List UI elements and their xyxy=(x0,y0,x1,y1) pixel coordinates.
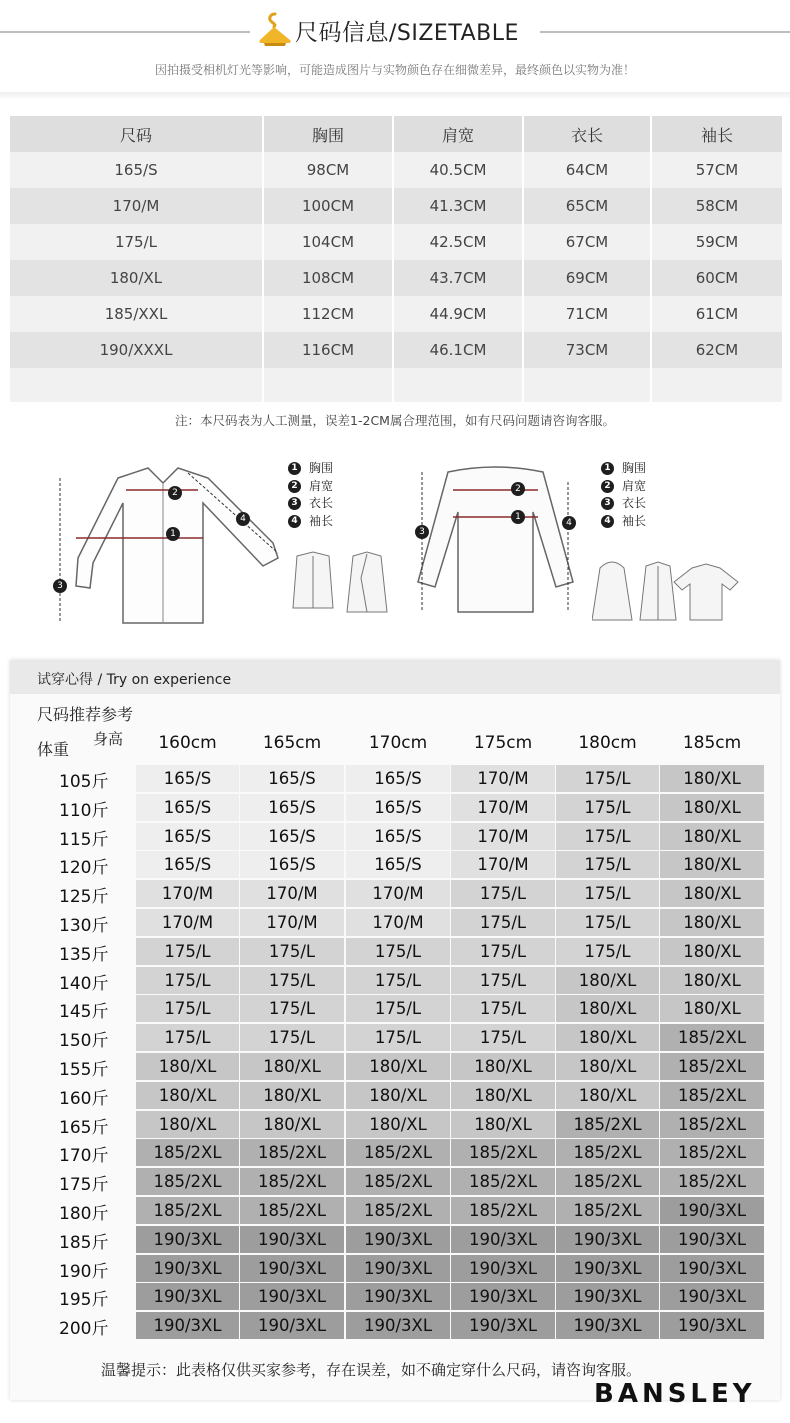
legend-num: 3 xyxy=(601,497,614,510)
legend-label: 衣长 xyxy=(309,496,334,510)
size-recommend-cell: 180/XL xyxy=(346,1082,450,1109)
size-recommend-cell: 175/L xyxy=(240,1024,344,1051)
size-table-row xyxy=(10,224,782,260)
legend-num: 1 xyxy=(601,462,614,475)
size-recommend-cell: 165/S xyxy=(136,851,239,878)
size-recommend-cell: 175/L xyxy=(346,938,450,965)
height-column-header: 170cm xyxy=(368,733,428,753)
size-recommend-cell: 180/XL xyxy=(660,794,764,821)
size-recommend-cell: 180/XL xyxy=(240,1082,344,1109)
size-recommend-cell: 180/XL xyxy=(660,995,764,1022)
legend-item xyxy=(288,478,333,496)
weight-row-label: 155斤 xyxy=(59,1060,109,1080)
size-table-cell: 71CM xyxy=(524,296,652,332)
weight-row-label: 135斤 xyxy=(59,944,109,965)
size-table-cell: 67CM xyxy=(524,224,652,260)
size-recommend-cell: 165/S xyxy=(346,765,450,792)
size-table-row xyxy=(10,296,782,332)
size-recommend-cell: 175/L xyxy=(451,967,555,994)
size-table-header: 衣长 xyxy=(524,116,652,152)
size-recommend-cell: 180/XL xyxy=(346,1053,450,1080)
badge-1b: 1 xyxy=(511,510,525,524)
legend-label: 袖长 xyxy=(622,513,647,528)
legend-num: 2 xyxy=(288,480,301,493)
legend-item xyxy=(288,495,333,513)
size-recommend-cell: 185/2XL xyxy=(556,1197,659,1224)
size-recommend-cell: 180/XL xyxy=(451,1111,555,1138)
weight-row-label: 160斤 xyxy=(59,1088,109,1109)
header-title-cn: 尺码信息 xyxy=(295,20,389,46)
size-recommend-cell: 190/3XL xyxy=(240,1283,344,1310)
footer-tip: 温馨提示：此表格仅供买家参考，存在误差，如不确定穿什么尺码，请咨询客服。 xyxy=(101,1361,642,1379)
weight-row-label: 125斤 xyxy=(59,887,109,908)
size-recommend-cell: 180/XL xyxy=(556,1082,659,1109)
size-recommend-cell: 180/XL xyxy=(136,1111,239,1138)
size-recommend-cell: 185/2XL xyxy=(660,1111,764,1138)
size-recommend-cell: 175/L xyxy=(451,1024,555,1051)
size-recommend-cell: 190/3XL xyxy=(346,1283,450,1310)
size-table-cell: 44.9CM xyxy=(394,296,524,332)
size-recommend-cell: 190/3XL xyxy=(346,1312,450,1339)
knitwear-thumbnails-icon xyxy=(592,556,742,628)
size-recommend-cell: 180/XL xyxy=(136,1053,239,1080)
size-table-cell: 60CM xyxy=(652,260,782,296)
header-subtitle: 因拍摄受相机灯光等影响，可能造成图片与实物颜色存在细微差异，最终颜色以实物为准！ xyxy=(154,63,635,77)
size-table-cell xyxy=(394,368,524,402)
size-recommend-cell: 190/3XL xyxy=(346,1226,450,1253)
badge-4: 4 xyxy=(236,512,250,526)
size-recommend-cell: 175/L xyxy=(556,794,659,821)
size-recommend-cell: 175/L xyxy=(556,765,659,792)
size-recommend-cell: 165/S xyxy=(346,851,450,878)
size-recommend-cell: 185/2XL xyxy=(240,1139,344,1166)
size-recommend-cell: 165/S xyxy=(240,794,344,821)
weight-row-label: 195斤 xyxy=(59,1290,109,1311)
size-table-cell: 116CM xyxy=(264,332,394,368)
header-rule-right xyxy=(540,31,790,33)
size-table-cell: 41.3CM xyxy=(394,188,524,224)
badge-2: 2 xyxy=(168,486,182,500)
size-recommend-cell: 190/3XL xyxy=(556,1255,659,1282)
size-recommend-cell: 185/2XL xyxy=(556,1111,659,1138)
size-table-cell: 108CM xyxy=(264,260,394,296)
size-table-cell xyxy=(10,368,264,402)
size-recommend-cell: 170/M xyxy=(136,880,239,907)
shirt-diagram xyxy=(48,458,298,633)
legend-left xyxy=(288,460,333,530)
size-recommend-cell: 175/L xyxy=(556,823,659,850)
size-table-cell: 185/XXL xyxy=(10,296,264,332)
weight-row-label: 185斤 xyxy=(59,1232,109,1253)
size-recommend-cell: 165/S xyxy=(346,794,450,821)
header-title xyxy=(295,14,519,47)
size-recommend-cell: 190/3XL xyxy=(136,1255,239,1282)
size-recommend-cell: 190/3XL xyxy=(346,1255,450,1282)
size-recommend-cell: 185/2XL xyxy=(451,1197,555,1224)
size-recommend-cell: 175/L xyxy=(346,995,450,1022)
size-table-cell: 62CM xyxy=(652,332,782,368)
size-recommend-cell: 180/XL xyxy=(240,1053,344,1080)
size-table-cell xyxy=(524,368,652,402)
brand-logo: BANSLEY xyxy=(594,1379,756,1409)
size-recommend-cell: 170/M xyxy=(240,909,344,936)
size-table-cell: 61CM xyxy=(652,296,782,332)
size-recommend-cell: 175/L xyxy=(556,909,659,936)
badge-3: 3 xyxy=(53,579,67,593)
size-recommend-cell: 190/3XL xyxy=(660,1226,764,1253)
weight-row-label: 105斤 xyxy=(59,772,109,792)
size-recommend-cell: 190/3XL xyxy=(136,1283,239,1310)
size-recommend-cell: 185/2XL xyxy=(136,1168,239,1195)
weight-row-label: 190斤 xyxy=(59,1261,109,1282)
weight-row-label: 140斤 xyxy=(59,973,109,994)
size-recommend-cell: 170/M xyxy=(240,880,344,907)
size-table-cell: 180/XL xyxy=(10,260,264,296)
size-recommend-cell: 190/3XL xyxy=(556,1283,659,1310)
size-recommend-cell: 175/L xyxy=(240,967,344,994)
size-recommend-cell: 185/2XL xyxy=(660,1053,764,1080)
size-table-cell xyxy=(264,368,394,402)
size-recommend-cell: 180/XL xyxy=(660,967,764,994)
legend-num: 1 xyxy=(288,462,301,475)
size-recommend-cell: 185/2XL xyxy=(451,1168,555,1195)
weight-row-label: 150斤 xyxy=(59,1031,109,1052)
size-recommend-cell: 185/2XL xyxy=(346,1168,450,1195)
size-recommend-cell: 190/3XL xyxy=(136,1226,239,1253)
badge-3b: 3 xyxy=(415,525,429,539)
weight-row-label: 200斤 xyxy=(59,1319,109,1340)
size-table-cell xyxy=(652,368,782,402)
size-table-cell: 170/M xyxy=(10,188,264,224)
size-table-cell: 100CM xyxy=(264,188,394,224)
legend-num: 2 xyxy=(601,480,614,493)
size-table-cell: 64CM xyxy=(524,152,652,188)
size-recommend-cell: 190/3XL xyxy=(136,1312,239,1339)
legend-label: 胸围 xyxy=(309,461,334,475)
section-divider xyxy=(0,92,790,98)
size-recommend-cell: 190/3XL xyxy=(240,1226,344,1253)
size-recommend-cell: 180/XL xyxy=(451,1082,555,1109)
legend-label: 肩宽 xyxy=(309,478,334,493)
size-recommend-cell: 175/L xyxy=(240,938,344,965)
size-recommend-cell: 190/3XL xyxy=(556,1312,659,1339)
size-recommend-cell: 180/XL xyxy=(556,1053,659,1080)
size-table-cell: 98CM xyxy=(264,152,394,188)
size-recommend-cell: 190/3XL xyxy=(451,1255,555,1282)
size-recommend-cell: 165/S xyxy=(240,823,344,850)
size-recommend-cell: 185/2XL xyxy=(346,1139,450,1166)
size-table-header: 尺码 xyxy=(10,116,264,152)
legend-item xyxy=(288,460,333,478)
size-table-header: 肩宽 xyxy=(394,116,524,152)
size-recommend-cell: 190/3XL xyxy=(660,1197,764,1224)
size-recommend-cell: 185/2XL xyxy=(136,1197,239,1224)
size-recommend-cell: 190/3XL xyxy=(556,1226,659,1253)
size-table-cell: 69CM xyxy=(524,260,652,296)
size-recommend-cell: 180/XL xyxy=(660,880,764,907)
size-recommend-cell: 175/L xyxy=(556,880,659,907)
legend-label: 胸围 xyxy=(622,461,647,475)
legend-item xyxy=(601,495,646,513)
weight-row-label: 165斤 xyxy=(59,1117,109,1138)
size-recommend-cell: 175/L xyxy=(346,1024,450,1051)
size-recommend-cell: 190/3XL xyxy=(240,1255,344,1282)
size-recommend-cell: 175/L xyxy=(451,938,555,965)
size-recommend-cell: 190/3XL xyxy=(451,1283,555,1310)
size-recommend-cell: 185/2XL xyxy=(660,1082,764,1109)
legend-label: 袖长 xyxy=(309,513,334,528)
jacket-thumbnails-icon xyxy=(283,548,393,620)
size-recommend-cell: 190/3XL xyxy=(451,1312,555,1339)
weight-row-label: 170斤 xyxy=(59,1146,109,1167)
size-recommend-cell: 180/XL xyxy=(556,995,659,1022)
legend-num: 4 xyxy=(288,515,301,528)
size-recommend-cell: 190/3XL xyxy=(660,1255,764,1282)
size-table-cell: 190/XXXL xyxy=(10,332,264,368)
size-recommend-cell: 180/XL xyxy=(660,765,764,792)
size-table-row xyxy=(10,152,782,188)
weight-row-label: 145斤 xyxy=(59,1002,109,1023)
legend-right xyxy=(601,460,646,530)
size-table-blank-row xyxy=(10,368,782,402)
height-column-header: 185cm xyxy=(682,733,742,753)
size-table-cell: 112CM xyxy=(264,296,394,332)
header-title-en: /SIZETABLE xyxy=(389,21,519,46)
size-recommend-cell: 180/XL xyxy=(451,1053,555,1080)
size-recommend-cell: 185/2XL xyxy=(240,1197,344,1224)
size-recommend-cell: 185/2XL xyxy=(346,1197,450,1224)
size-recommend-cell: 170/M xyxy=(346,909,450,936)
legend-item xyxy=(601,478,646,496)
size-recommend-cell: 185/2XL xyxy=(136,1139,239,1166)
size-table-cell: 42.5CM xyxy=(394,224,524,260)
size-table-cell: 58CM xyxy=(652,188,782,224)
header-rule-left xyxy=(0,31,250,33)
size-table-cell: 175/L xyxy=(10,224,264,260)
weight-row-label: 110斤 xyxy=(59,800,109,821)
height-column-header: 165cm xyxy=(262,733,322,753)
height-column-header: 180cm xyxy=(578,733,637,753)
size-recommend-cell: 170/M xyxy=(451,823,555,850)
size-recommend-cell: 180/XL xyxy=(660,909,764,936)
weight-row-label: 180斤 xyxy=(59,1204,109,1224)
size-table xyxy=(10,116,782,402)
size-recommend-cell: 190/3XL xyxy=(660,1283,764,1310)
size-table-cell: 57CM xyxy=(652,152,782,188)
size-recommend-cell: 175/L xyxy=(136,967,239,994)
size-recommend-cell: 165/S xyxy=(346,823,450,850)
size-recommend-cell: 175/L xyxy=(240,995,344,1022)
size-recommend-cell: 165/S xyxy=(240,851,344,878)
size-recommend-cell: 185/2XL xyxy=(556,1139,659,1166)
weight-row-label: 175斤 xyxy=(59,1175,109,1196)
sweater-diagram xyxy=(408,462,583,622)
size-table-cell: 59CM xyxy=(652,224,782,260)
height-axis-label: 身高 xyxy=(93,730,124,748)
size-recommend-cell: 180/XL xyxy=(136,1082,239,1109)
size-table-cell: 73CM xyxy=(524,332,652,368)
size-recommend-cell: 175/L xyxy=(556,851,659,878)
size-table-cell: 104CM xyxy=(264,224,394,260)
size-recommend-cell: 185/2XL xyxy=(660,1139,764,1166)
weight-row-label: 115斤 xyxy=(59,829,109,850)
size-recommend-cell: 180/XL xyxy=(660,938,764,965)
badge-4b: 4 xyxy=(562,516,576,530)
size-recommend-cell: 165/S xyxy=(136,794,239,821)
size-table-cell: 43.7CM xyxy=(394,260,524,296)
size-recommend-cell: 170/M xyxy=(451,851,555,878)
size-recommend-cell: 175/L xyxy=(556,938,659,965)
size-recommend-cell: 180/XL xyxy=(240,1111,344,1138)
size-recommend-cell: 175/L xyxy=(136,938,239,965)
size-recommend-cell: 180/XL xyxy=(660,823,764,850)
size-recommend-cell: 170/M xyxy=(451,765,555,792)
size-table-cell: 165/S xyxy=(10,152,264,188)
size-recommend-cell: 190/3XL xyxy=(660,1312,764,1339)
weight-row-label: 130斤 xyxy=(59,916,109,936)
size-table-cell: 65CM xyxy=(524,188,652,224)
gold-hanger-icon xyxy=(258,10,292,48)
legend-label: 肩宽 xyxy=(622,478,647,493)
size-recommend-cell: 175/L xyxy=(451,909,555,936)
size-recommend-cell: 175/L xyxy=(136,1024,239,1051)
size-recommend-cell: 175/L xyxy=(451,995,555,1022)
size-table-row xyxy=(10,188,782,224)
size-recommend-cell: 185/2XL xyxy=(240,1168,344,1195)
legend-item xyxy=(601,460,646,478)
size-recommend-cell: 170/M xyxy=(346,880,450,907)
size-recommend-cell: 190/3XL xyxy=(240,1312,344,1339)
legend-num: 3 xyxy=(288,497,301,510)
size-recommend-cell: 165/S xyxy=(136,823,239,850)
size-recommend-cell: 185/2XL xyxy=(660,1168,764,1195)
size-recommend-cell: 180/XL xyxy=(660,851,764,878)
size-recommend-cell: 175/L xyxy=(136,995,239,1022)
weight-axis-label: 体重 xyxy=(37,740,70,759)
weight-row-label: 120斤 xyxy=(59,858,109,879)
size-table-row xyxy=(10,332,782,368)
badge-1: 1 xyxy=(166,527,180,541)
legend-item xyxy=(601,513,646,531)
legend-label: 衣长 xyxy=(622,496,647,510)
size-recommend-cell: 185/2XL xyxy=(451,1139,555,1166)
size-recommend-cell: 180/XL xyxy=(556,1024,659,1051)
legend-item xyxy=(288,513,333,531)
height-column-header: 160cm xyxy=(158,733,217,753)
size-table-header-row xyxy=(10,116,782,152)
try-on-title: 试穿心得 / Try on experience xyxy=(37,672,232,688)
size-recommend-cell: 165/S xyxy=(240,765,344,792)
size-table-cell: 46.1CM xyxy=(394,332,524,368)
size-table-row xyxy=(10,260,782,296)
size-recommend-cell: 170/M xyxy=(451,794,555,821)
size-recommend-cell: 175/L xyxy=(451,880,555,907)
size-recommend-cell: 180/XL xyxy=(556,967,659,994)
size-recommend-cell: 165/S xyxy=(136,765,239,792)
size-table-header: 袖长 xyxy=(652,116,782,152)
size-recommend-cell: 185/2XL xyxy=(660,1024,764,1051)
measure-note: 注：本尺码表为人工测量，误差1-2CM属合理范围，如有尺码问题请咨询客服。 xyxy=(175,413,615,428)
height-column-header: 175cm xyxy=(473,733,533,753)
size-recommend-cell: 185/2XL xyxy=(556,1168,659,1195)
size-table-cell: 40.5CM xyxy=(394,152,524,188)
size-recommend-cell: 170/M xyxy=(136,909,239,936)
size-recommend-cell: 180/XL xyxy=(346,1111,450,1138)
recommend-title: 尺码推荐参考 xyxy=(37,705,134,724)
size-recommend-cell: 190/3XL xyxy=(451,1226,555,1253)
size-recommend-cell: 175/L xyxy=(346,967,450,994)
badge-2b: 2 xyxy=(511,482,525,496)
legend-num: 4 xyxy=(601,515,614,528)
size-table-header: 胸围 xyxy=(264,116,394,152)
